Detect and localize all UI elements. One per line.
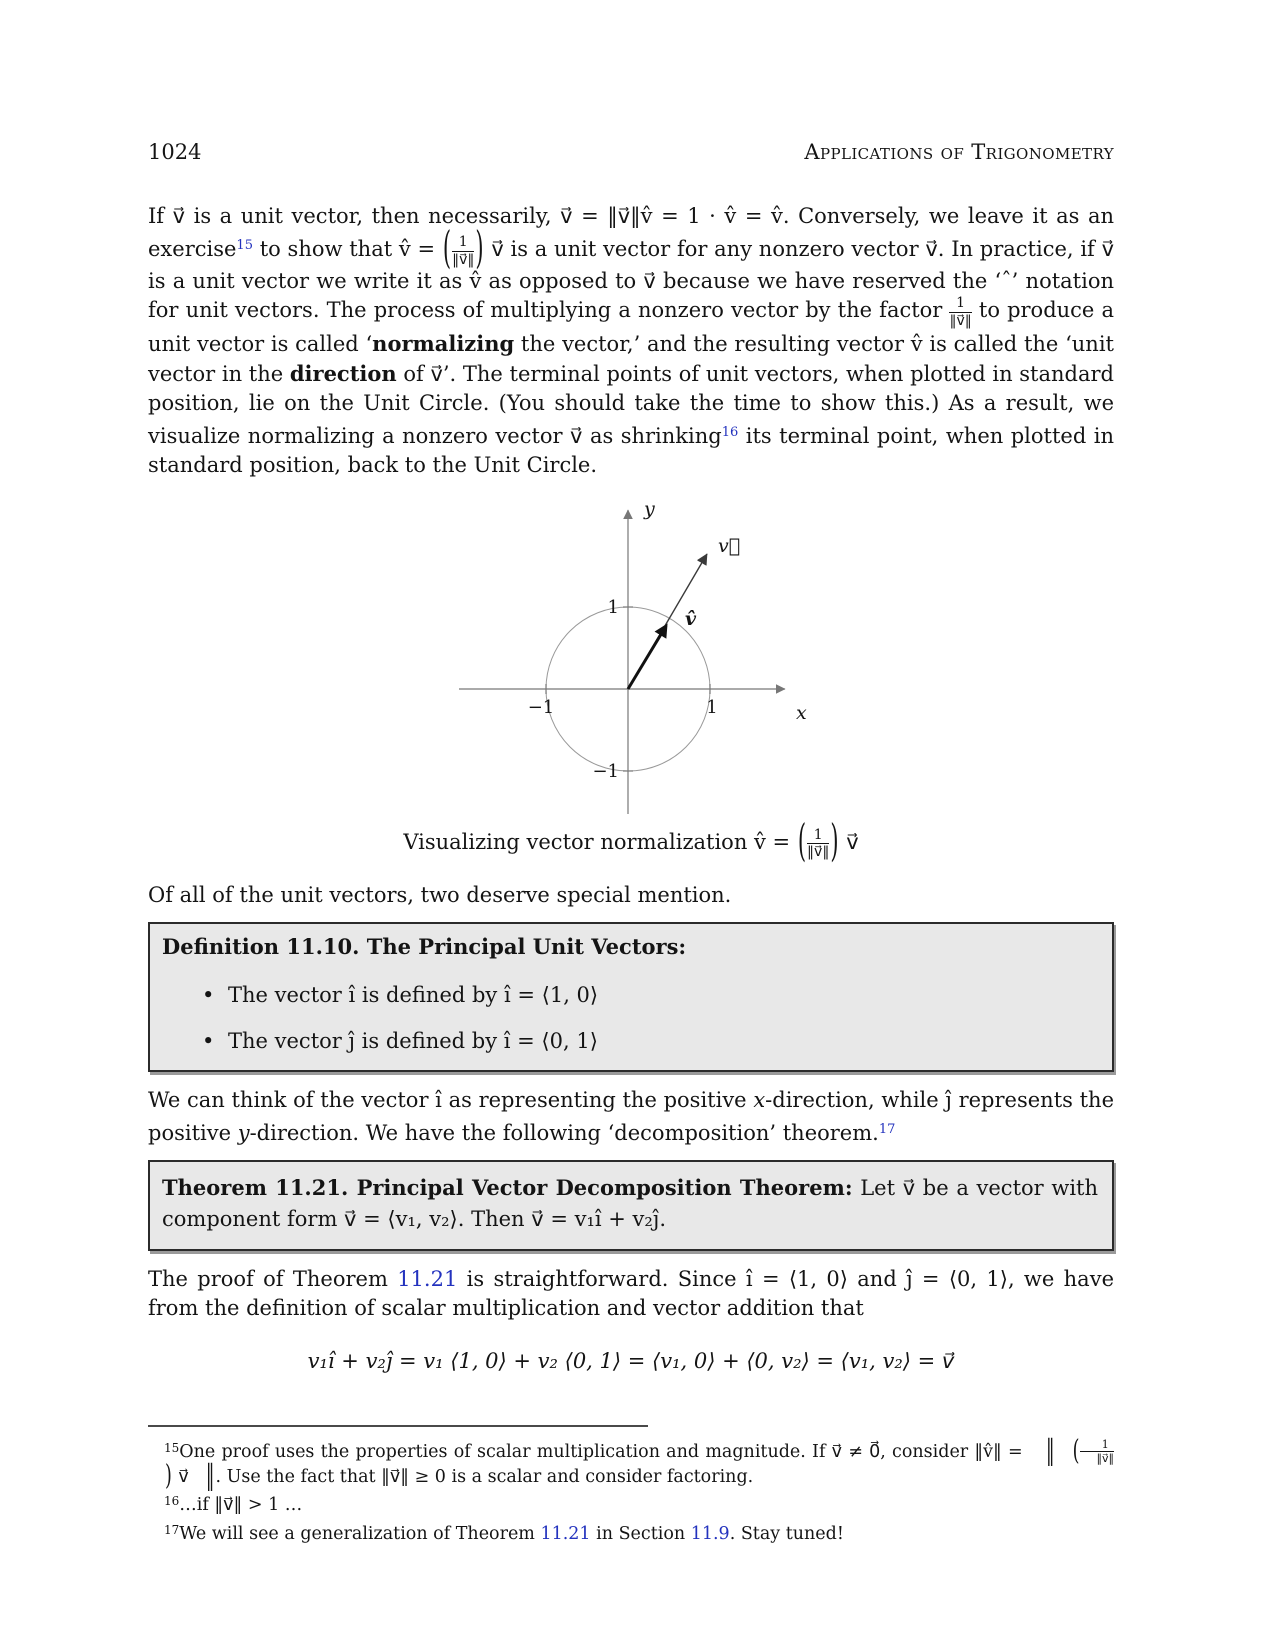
- theorem-title: Theorem 11.21. Principal Vector Decomposition Theorem:: [162, 1174, 853, 1200]
- definition-bullet-j-text: The vector ĵ is defined by î = ⟨0, 1⟩: [228, 1028, 598, 1053]
- running-header: Applications of Trigonometry: [804, 140, 1114, 164]
- figure-vector-normalization: [148, 492, 1114, 817]
- display-equation: v₁î + v₂ĵ = v₁ ⟨1, 0⟩ + v₂ ⟨0, 1⟩ = ⟨v₁, 0⟩ + ⟨0, v₂⟩ = ⟨v₁, v₂⟩ = v⃗: [307, 1348, 955, 1373]
- para1-text: to show that v̂ =: [252, 237, 442, 261]
- double-bar: ‖: [1045, 1435, 1055, 1468]
- footnote-17-reference[interactable]: 17: [878, 1121, 896, 1137]
- para1-text: of v⃗’. The terminal points of unit vectors, when plotted in standard position, lie on the Unit Circle. (You should take the time to show this.) As a result, we visualize normalizing a nonzero vector v⃗ as shrinking: [148, 361, 1114, 448]
- math-x: x: [753, 1087, 766, 1112]
- tick-label-y-neg1: −1: [592, 760, 619, 782]
- footnote-17-text: in Section: [590, 1523, 691, 1544]
- fraction-one-over-norm: $\frac{1}{‖v⃗‖}$: [807, 826, 830, 861]
- midpara-text: -direction, while ĵ represents the positive: [148, 1087, 1114, 1145]
- fraction-one-over-norm: $\frac{1}{‖v⃗‖}$: [949, 295, 972, 330]
- math-y: y: [237, 1120, 250, 1145]
- footnote-15-text: One proof uses the properties of scalar multiplication and magnitude. If v⃗ ≠ 0⃗, consider ‖v̂‖ =: [179, 1441, 1029, 1462]
- right-paren: ): [165, 1460, 172, 1493]
- para1-text: its terminal point, when plotted in standard position, back to the Unit Circle.: [148, 423, 1114, 477]
- footnote-15-text: . Use the fact that ‖v⃗‖ ≥ 0 is a scalar and consider factoring.: [215, 1466, 754, 1487]
- footnote-15-vector: v⃗: [172, 1466, 189, 1487]
- x-axis-label: x: [796, 701, 807, 724]
- vector-v-hat-label: v̂: [685, 607, 697, 630]
- footnote-15: [148, 1435, 1114, 1493]
- proof-text: The proof of Theorem: [148, 1266, 398, 1291]
- theorem-body: Let v⃗ be a vector with component form v⃗ = ⟨v₁, v₂⟩. Then v⃗ = v₁î + v₂ĵ.: [162, 1175, 1099, 1231]
- footnote-16: [148, 1489, 1114, 1518]
- intro-sentence: Of all of the unit vectors, two deserve special mention.: [148, 882, 732, 907]
- emphasis-normalizing: normalizing: [372, 330, 515, 356]
- definition-box: [148, 922, 1114, 1072]
- definition-bullet-i: [202, 981, 1098, 1010]
- para1-text: the vector,’ and the resulting vector v̂ is called the ‘unit vector in the: [148, 331, 1114, 386]
- link-theorem-11-21[interactable]: 11.21: [540, 1523, 591, 1544]
- caption-text: Visualizing vector normalization v̂ =: [403, 829, 797, 854]
- page-number: 1024: [148, 140, 202, 164]
- footnote-15-marker: 15: [164, 1440, 180, 1455]
- bullet-icon: •: [202, 1028, 215, 1053]
- footnote-15-reference[interactable]: 15: [236, 238, 253, 253]
- para1-text: to produce a unit vector is called ‘: [148, 298, 1114, 356]
- footnote-16-text: …if ‖v⃗‖ > 1 …: [179, 1495, 303, 1516]
- footnote-17: [148, 1518, 1114, 1547]
- caption-text: v⃗: [839, 829, 859, 854]
- page-content: [148, 0, 1114, 1546]
- paragraph-decomposition-intro: [148, 1086, 1114, 1148]
- vector-v-hat: [628, 626, 666, 689]
- bullet-icon: •: [202, 982, 215, 1007]
- fraction-one-over-norm: $\frac{1}{‖v⃗‖}$: [452, 234, 475, 268]
- right-paren: ): [475, 222, 484, 274]
- theorem-text: [162, 1172, 1098, 1235]
- para1-text: v⃗ is a unit vector for any nonzero vector v⃗. In practice, if v⃗ is a unit vector we write it as v̂ as opposed to v⃗ because we have reserved the ‘ˆ’ notation for unit vectors. The process of multiplying a nonzero vector by the factor: [148, 237, 1114, 323]
- page-header: [148, 140, 1114, 164]
- link-section-11-9[interactable]: 11.9: [690, 1523, 730, 1544]
- left-paren: (: [442, 222, 452, 274]
- fraction-one-over-norm: $\frac{1}{‖v⃗‖}$: [1080, 1439, 1114, 1465]
- proof-text: is straightforward. Since î = ⟨1, 0⟩ and ĵ = ⟨0, 1⟩, we have from the definition of scalar multiplication and vector addition that: [148, 1266, 1114, 1320]
- definition-bullet-i-text: The vector î is defined by î = ⟨1, 0⟩: [228, 982, 599, 1007]
- footnote-16-marker: 16: [164, 1494, 180, 1509]
- paragraph-normalizing: [148, 202, 1114, 480]
- left-paren: (: [1072, 1435, 1080, 1468]
- midpara-text: We can think of the vector î as representing the positive: [148, 1087, 754, 1112]
- figure-caption: [148, 815, 1114, 866]
- left-paren: (: [797, 815, 807, 866]
- unit-circle-plot: [451, 492, 811, 817]
- footnote-block: [148, 1425, 1114, 1547]
- tick-label-y-1: 1: [607, 596, 619, 618]
- vector-v-label: v⃗: [718, 534, 741, 557]
- footnote-17-text: We will see a generalization of Theorem: [179, 1523, 541, 1544]
- definition-bullet-j: [202, 1027, 1098, 1056]
- emphasis-direction: direction: [289, 360, 397, 386]
- midpara-text: -direction. We have the following ‘decomposition’ theorem.: [249, 1120, 879, 1145]
- tick-label-x-neg1: −1: [527, 696, 555, 718]
- para1-text: If v⃗ is a unit vector, then necessarily, v⃗ = ‖v⃗‖v̂ = 1 · v̂ = v̂. Conversely, we leave it as an exercise: [148, 204, 1114, 261]
- double-bar: ‖: [205, 1460, 215, 1493]
- footnote-rule: [148, 1425, 648, 1427]
- footnote-16-reference[interactable]: 16: [721, 424, 739, 440]
- link-theorem-11-21[interactable]: 11.21: [397, 1266, 458, 1291]
- theorem-box: [148, 1160, 1114, 1251]
- y-axis-label: y: [644, 497, 655, 520]
- paragraph-proof: [148, 1265, 1114, 1323]
- tick-label-x-1: 1: [706, 696, 718, 718]
- right-paren: ): [830, 815, 839, 866]
- footnote-17-text: . Stay tuned!: [729, 1523, 844, 1544]
- footnote-17-marker: 17: [164, 1522, 180, 1537]
- definition-title: Definition 11.10. The Principal Unit Vectors:: [162, 933, 687, 959]
